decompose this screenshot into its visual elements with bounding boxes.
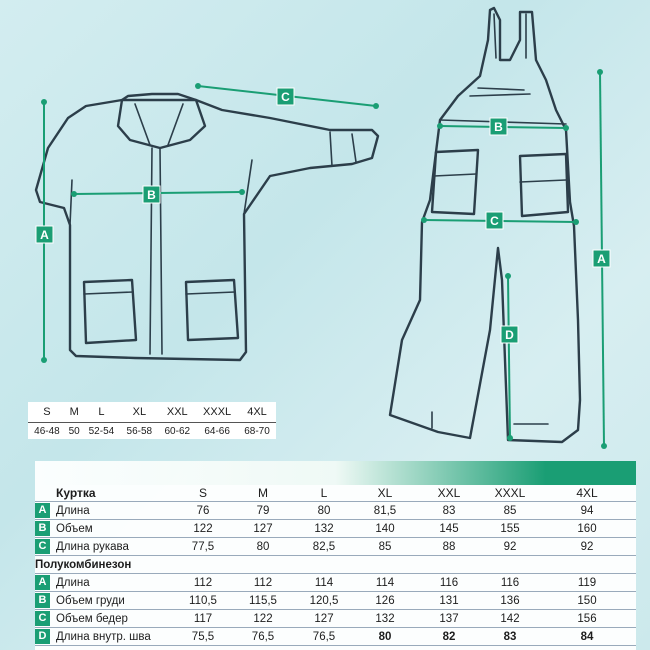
measurement-value: 76,5 xyxy=(294,628,354,646)
measurement-value: 76,5 xyxy=(232,628,294,646)
column-size: S xyxy=(174,484,232,502)
measurement-value: 119 xyxy=(538,574,636,592)
measurement-value: 120,5 xyxy=(294,592,354,610)
tag-jacket-a-letter: A xyxy=(40,228,49,242)
size-label: XL xyxy=(120,402,158,423)
column-size: M xyxy=(232,484,294,502)
size-label: L xyxy=(82,402,120,423)
measurement-value: 116 xyxy=(416,574,482,592)
overalls-drawing xyxy=(390,8,580,442)
measurement-value: 85 xyxy=(354,538,416,556)
measurement-value: 117 xyxy=(174,610,232,628)
size-range: 52-54 xyxy=(88,425,115,437)
measurement-value: 83 xyxy=(416,502,482,520)
measurement-value: 131 xyxy=(416,592,482,610)
table-row xyxy=(35,502,636,520)
measurement-value: 140 xyxy=(354,520,416,538)
tag-overalls-d-letter: D xyxy=(505,328,514,342)
overalls-rows xyxy=(35,574,636,646)
jacket-dimensions xyxy=(36,83,379,363)
measurement-value: 127 xyxy=(294,610,354,628)
table-row xyxy=(35,610,636,628)
dimension-letter-badge: A xyxy=(35,503,50,518)
measurement-value: 136 xyxy=(482,592,538,610)
measurement-value: 160 xyxy=(538,520,636,538)
measurement-value: 122 xyxy=(174,520,232,538)
measurement-value: 81,5 xyxy=(354,502,416,520)
table-row xyxy=(35,538,636,556)
measurement-value: 82 xyxy=(416,628,482,646)
measurement-value: 142 xyxy=(482,610,538,628)
size-chart-table xyxy=(35,484,636,646)
dimension-letter-badge: B xyxy=(35,593,50,608)
overalls-dimensions xyxy=(421,69,610,449)
measurement-value: 137 xyxy=(416,610,482,628)
measurement-value: 116 xyxy=(482,574,538,592)
measurement-label: Объем бедер xyxy=(52,610,174,628)
measurement-value: 88 xyxy=(416,538,482,556)
measurement-value: 156 xyxy=(538,610,636,628)
table-row xyxy=(35,520,636,538)
column-size: XXL xyxy=(416,484,482,502)
measurement-value: 122 xyxy=(232,610,294,628)
overalls-section-row xyxy=(35,556,636,574)
table-row xyxy=(35,628,636,646)
measurement-value: 112 xyxy=(174,574,232,592)
size-conversion-header xyxy=(28,402,276,423)
measurement-value: 126 xyxy=(354,592,416,610)
tag-overalls-c-letter: C xyxy=(490,214,499,228)
measurement-value: 92 xyxy=(538,538,636,556)
dimension-letter-badge: A xyxy=(35,575,50,590)
measurement-value: 132 xyxy=(294,520,354,538)
overalls-section-title: Полукомбинезон xyxy=(35,556,636,574)
size-label: 4XL xyxy=(238,402,276,423)
measurement-value: 77,5 xyxy=(174,538,232,556)
measurement-value: 80 xyxy=(354,628,416,646)
measurement-label: Объем груди xyxy=(52,592,174,610)
table-row xyxy=(35,592,636,610)
measurement-value: 115,5 xyxy=(232,592,294,610)
measurement-value: 114 xyxy=(354,574,416,592)
size-range: 64-66 xyxy=(204,425,230,437)
measurement-value: 80 xyxy=(232,538,294,556)
size-range: 56-58 xyxy=(126,425,153,437)
jacket-section-title: Куртка xyxy=(52,484,174,502)
measurement-value: 85 xyxy=(482,502,538,520)
measurement-label: Объем xyxy=(52,520,174,538)
size-label: M xyxy=(66,402,83,423)
measurement-label: Длина xyxy=(52,502,174,520)
column-size: XL xyxy=(354,484,416,502)
measurement-value: 110,5 xyxy=(174,592,232,610)
size-label: S xyxy=(28,402,66,423)
jacket-rows xyxy=(35,502,636,556)
size-label: XXL xyxy=(158,402,196,423)
column-size: L xyxy=(294,484,354,502)
size-range: 60-62 xyxy=(164,425,191,437)
measurement-value: 114 xyxy=(294,574,354,592)
size-range: 50 xyxy=(68,425,80,437)
size-chart-panel xyxy=(35,461,636,650)
size-label: XXXL xyxy=(196,402,238,423)
measurement-value: 145 xyxy=(416,520,482,538)
tag-overalls-b-letter: B xyxy=(494,120,503,134)
dimension-letter-badge: C xyxy=(35,539,50,554)
size-chart-header-band xyxy=(35,461,636,485)
size-range: 46-48 xyxy=(34,425,60,437)
measurement-value: 80 xyxy=(294,502,354,520)
measurement-value: 76 xyxy=(174,502,232,520)
jacket-drawing xyxy=(36,94,378,360)
measurement-value: 94 xyxy=(538,502,636,520)
measurement-label: Длина внутр. шва xyxy=(52,628,174,646)
column-size: 4XL xyxy=(538,484,636,502)
measurement-label: Длина рукава xyxy=(52,538,174,556)
measurement-value: 132 xyxy=(354,610,416,628)
table-row xyxy=(35,574,636,592)
measurement-label: Длина xyxy=(52,574,174,592)
tag-overalls-a-letter: A xyxy=(597,252,606,266)
tag-jacket-b-letter: B xyxy=(147,188,156,202)
measurement-value: 150 xyxy=(538,592,636,610)
dimension-letter-badge: B xyxy=(35,521,50,536)
column-size: XXXL xyxy=(482,484,538,502)
measurement-value: 84 xyxy=(538,628,636,646)
size-conversion-values xyxy=(28,423,276,440)
measurement-value: 75,5 xyxy=(174,628,232,646)
measurement-value: 83 xyxy=(482,628,538,646)
measurement-value: 82,5 xyxy=(294,538,354,556)
measurement-value: 112 xyxy=(232,574,294,592)
size-chart-column-header xyxy=(35,484,636,502)
measurement-value: 92 xyxy=(482,538,538,556)
size-conversion-table xyxy=(28,402,276,439)
tag-jacket-c-letter: C xyxy=(281,90,290,104)
measurement-value: 127 xyxy=(232,520,294,538)
dimension-letter-badge: D xyxy=(35,629,50,644)
dimension-letter-badge: C xyxy=(35,611,50,626)
size-range: 68-70 xyxy=(244,425,270,437)
measurement-value: 79 xyxy=(232,502,294,520)
measurement-value: 155 xyxy=(482,520,538,538)
